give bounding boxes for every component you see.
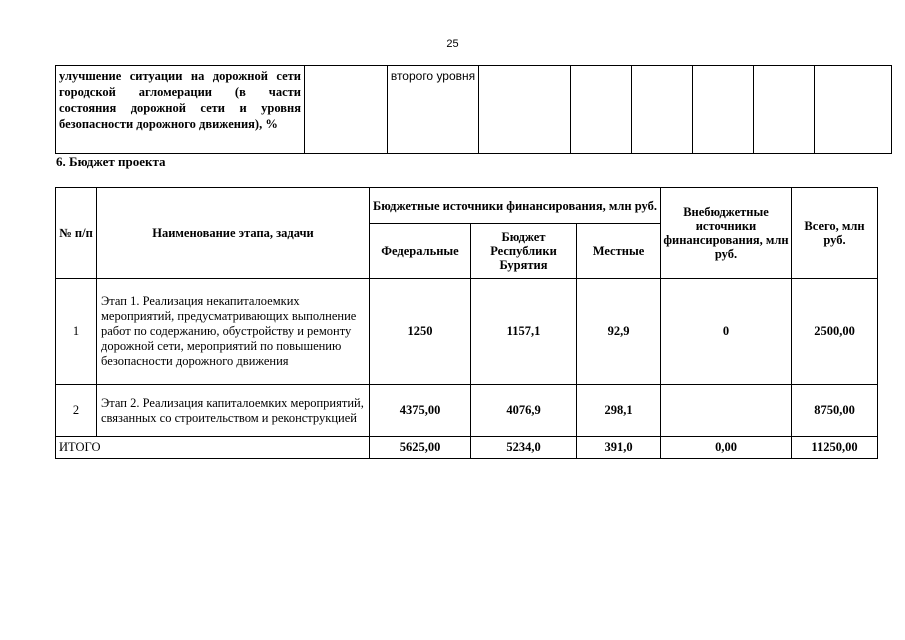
total-federal: 5625,00 xyxy=(370,437,471,459)
header-federal: Федеральные xyxy=(370,224,471,279)
row-extrabudget: 0 xyxy=(661,279,792,385)
row-total: 2500,00 xyxy=(792,279,878,385)
row-name: Этап 2. Реализация капиталоемких мероприятий, связанных со строительством и реконструкцией xyxy=(97,385,370,437)
total-extrabudget: 0,00 xyxy=(661,437,792,459)
budget-table xyxy=(55,187,878,459)
row-total: 8750,00 xyxy=(792,385,878,437)
header-total: Всего, млн руб. xyxy=(792,188,878,279)
row-local: 298,1 xyxy=(577,385,661,437)
row-number: 2 xyxy=(56,385,97,437)
empty-cell xyxy=(571,66,632,154)
table-header-row xyxy=(56,188,878,224)
row-local: 92,9 xyxy=(577,279,661,385)
row-federal: 1250 xyxy=(370,279,471,385)
header-number: № п/п xyxy=(56,188,97,279)
table-row xyxy=(56,66,892,154)
empty-cell xyxy=(815,66,892,154)
row-number: 1 xyxy=(56,279,97,385)
total-row xyxy=(56,437,878,459)
total-local: 391,0 xyxy=(577,437,661,459)
section-title: 6. Бюджет проекта xyxy=(56,154,166,169)
empty-cell xyxy=(693,66,754,154)
total-label: ИТОГО xyxy=(56,437,370,459)
row-extrabudget xyxy=(661,385,792,437)
indicator-text: улучшение ситуации на дорожной сети городской агломерации (в части состояния дорожной сети и уровня безопасности дорожного движения), % xyxy=(59,69,301,131)
row-federal: 4375,00 xyxy=(370,385,471,437)
row-republic: 4076,9 xyxy=(471,385,577,437)
total-republic: 5234,0 xyxy=(471,437,577,459)
header-republic: Бюджет Республики Бурятия xyxy=(471,224,577,279)
row-name: Этап 1. Реализация некапиталоемких мероприятий, предусматривающих выполнение работ по содержанию, обустройству и ремонту дорожной сети, мероприятий по повышению безопасности дорожного движения xyxy=(97,279,370,385)
header-extrabudget: Внебюджетные источники финансирования, млн руб. xyxy=(661,188,792,279)
header-budget-sources: Бюджетные источники финансирования, млн руб. xyxy=(370,188,661,224)
total-total: 11250,00 xyxy=(792,437,878,459)
page-number: 25 xyxy=(446,38,459,50)
empty-cell xyxy=(754,66,815,154)
table-row xyxy=(56,279,878,385)
header-name: Наименование этапа, задачи xyxy=(97,188,370,279)
row-republic: 1157,1 xyxy=(471,279,577,385)
empty-cell xyxy=(479,66,571,154)
indicator-table-continuation xyxy=(55,65,892,154)
indicator-cell xyxy=(56,66,305,154)
empty-cell xyxy=(305,66,388,154)
indicator-level: второго уровня xyxy=(390,69,476,83)
table-row xyxy=(56,385,878,437)
header-local: Местные xyxy=(577,224,661,279)
level-cell xyxy=(388,66,479,154)
empty-cell xyxy=(632,66,693,154)
